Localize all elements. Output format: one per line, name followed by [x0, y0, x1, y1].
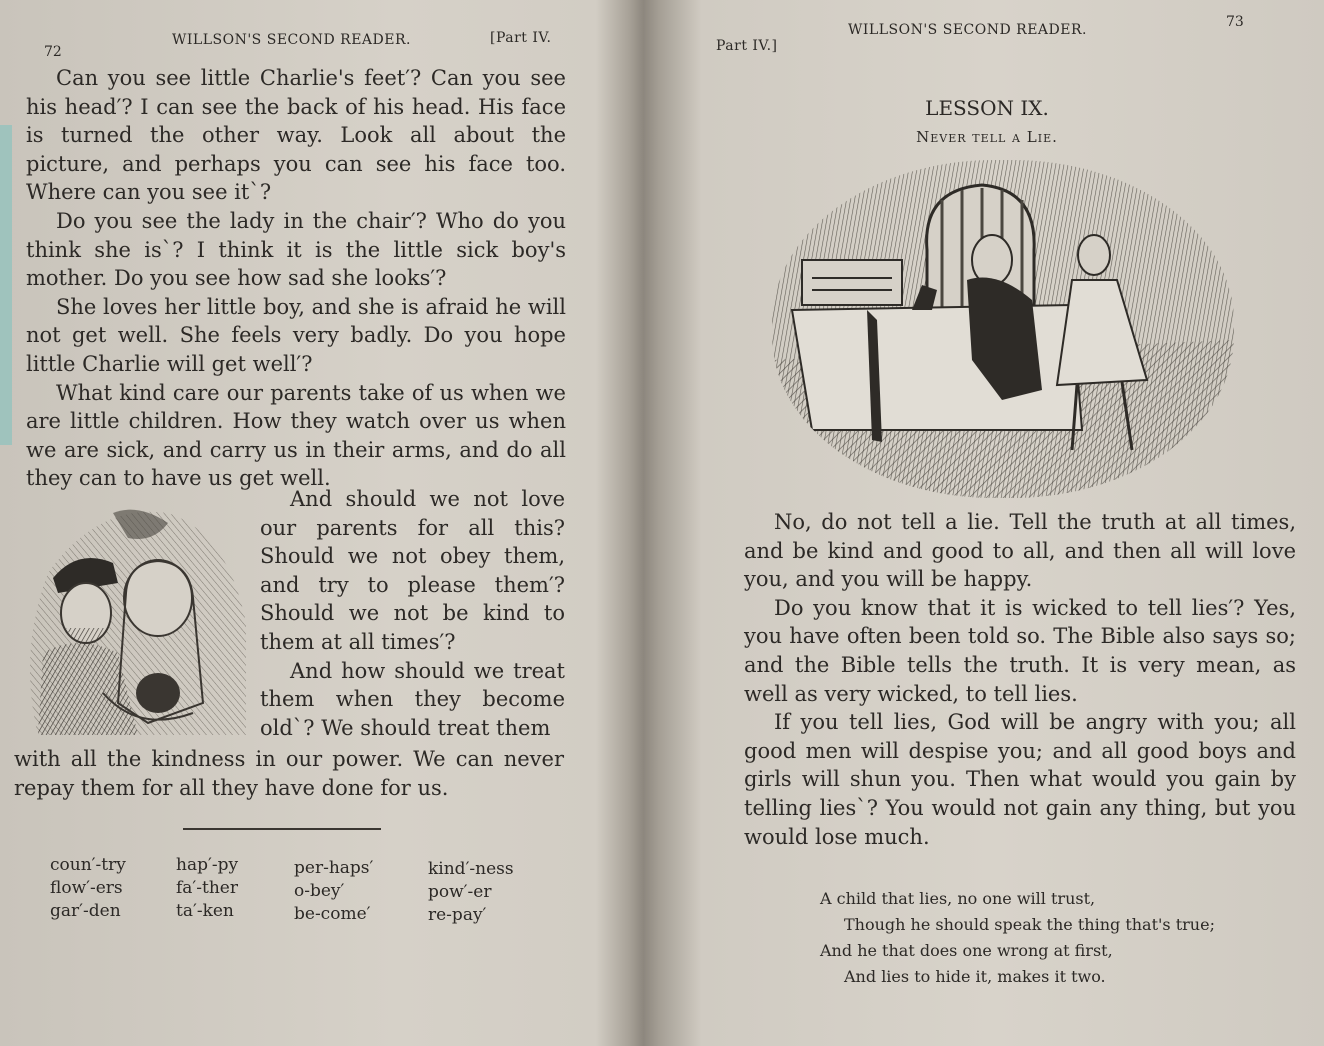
lesson-title: LESSON IX.: [925, 96, 1049, 120]
right-part-label: Part IV.]: [716, 38, 778, 54]
spelling-word: be-come′: [294, 904, 371, 924]
spelling-column: [428, 858, 514, 927]
lesson-illustration: [772, 160, 1234, 498]
paragraph: And how should we treat them when they become old`? We should treat them: [260, 658, 565, 740]
left-body-end: [14, 745, 564, 802]
closing-verse: [820, 886, 1215, 990]
spelling-column: [50, 854, 126, 923]
right-page: [650, 0, 1324, 1046]
spelling-word: per-haps′: [294, 858, 374, 878]
spelling-word: ta′-ken: [176, 901, 234, 921]
paragraph: She loves her little boy, and she is afraid he will not get well. She feels very badly. Do you hope little Charlie will get well′?: [26, 294, 566, 376]
spelling-word: coun′-try: [50, 855, 126, 875]
left-body-top: [26, 64, 566, 493]
paragraph: If you tell lies, God will be angry with you; all good men will despise you; and all good boys and girls will shun you. Then what would you gain by telling lies`? You would not gain any thing, but you would lose much.: [744, 710, 1296, 849]
right-running-head: WILLSON'S SECOND READER.: [848, 22, 1087, 38]
left-part-label: [Part IV.: [490, 30, 552, 46]
left-running-head: WILLSON'S SECOND READER.: [172, 32, 411, 48]
paragraph: No, do not tell a lie. Tell the truth at all times, and be kind and good to all, and then all will love you, and you will be happy.: [744, 510, 1296, 592]
spelling-column: [176, 854, 238, 923]
spelling-word: re-pay′: [428, 905, 487, 925]
bookmark-tab: [0, 125, 12, 445]
left-page-number: 72: [44, 44, 62, 60]
lesson-subtitle: Never tell a Lie.: [916, 128, 1058, 146]
paragraph: And should we not love our parents for all this? Should we not obey them, and try to please them′? Should we not be kind to them at all times′?: [260, 487, 565, 654]
family-illustration: [18, 503, 246, 735]
spelling-word: o-bey′: [294, 881, 345, 901]
spelling-word: kind′-ness: [428, 859, 514, 879]
spelling-word: fa′-ther: [176, 878, 238, 898]
spelling-word: flow′-ers: [50, 878, 123, 898]
left-body-beside-illustration: [260, 485, 565, 742]
verse-line: Though he should speak the thing that's true;: [844, 915, 1215, 934]
spelling-word: hap′-py: [176, 855, 239, 875]
spelling-word: gar′-den: [50, 901, 121, 921]
spelling-column: [294, 857, 373, 926]
paragraph: Do you see the lady in the chair′? Who do you think she is`? I think it is the little sick boy's mother. Do you see how sad she looks′?: [26, 208, 566, 291]
left-page: [0, 0, 620, 1046]
paragraph: What kind care our parents take of us when we are little children. How they watch over us when we are sick, and carry us in their arms, and do all they can to have us get well.: [26, 380, 566, 491]
right-page-number: 73: [1226, 14, 1244, 30]
verse-line: A child that lies, no one will trust,: [820, 889, 1096, 908]
verse-line: And lies to hide it, makes it two.: [844, 967, 1106, 986]
paragraph: Can you see little Charlie's feet′? Can you see his head′? I can see the back of his head. His face is turned the other way. Look all about the picture, and perhaps you can see his face too. Where can you see it`?: [26, 66, 566, 205]
spelling-word: pow′-er: [428, 882, 492, 902]
right-body: [744, 508, 1296, 851]
paragraph: Do you know that it is wicked to tell lies′? Yes, you have often been told so. The Bible also says so; and the Bible tells the truth. It is very mean, as well as very wicked, to tell lies.: [744, 595, 1296, 706]
verse-line: And he that does one wrong at first,: [820, 941, 1113, 960]
paragraph: with all the kindness in our power. We can never repay them for all they have done for us.: [14, 747, 564, 800]
divider-rule: [183, 828, 381, 830]
